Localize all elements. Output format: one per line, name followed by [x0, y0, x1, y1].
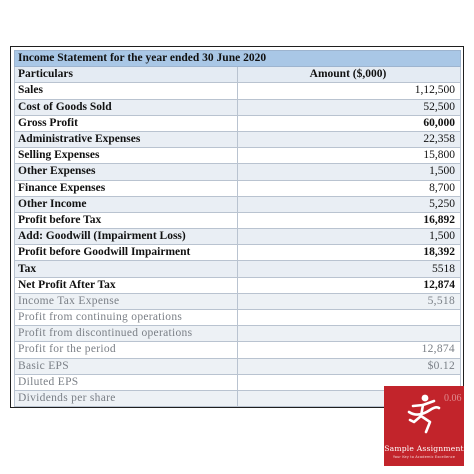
- table-title-row: [15, 51, 461, 67]
- table-row: [15, 131, 461, 147]
- table-row: [15, 180, 461, 196]
- row-amount: [238, 326, 461, 342]
- table-row: [15, 245, 461, 261]
- row-amount: 60,000: [238, 115, 461, 131]
- figure-icon: [406, 392, 442, 436]
- row-amount: 12,874: [238, 342, 461, 358]
- table-row: [15, 148, 461, 164]
- income-statement-table: [14, 50, 461, 407]
- table-row: [15, 115, 461, 131]
- row-label: Tax: [15, 261, 238, 277]
- row-label: Profit before Goodwill Impairment: [15, 245, 238, 261]
- table-row: [15, 164, 461, 180]
- table-row: [15, 196, 461, 212]
- row-amount: 1,500: [238, 229, 461, 245]
- row-amount: 12,874: [238, 277, 461, 293]
- row-label: Sales: [15, 83, 238, 99]
- row-label: Cost of Goods Sold: [15, 99, 238, 115]
- row-label: Diluted EPS: [15, 374, 238, 390]
- table-title: Income Statement for the year ended 30 June 2020: [15, 51, 461, 67]
- table-row: [15, 99, 461, 115]
- row-label: Profit before Tax: [15, 212, 238, 228]
- row-amount: [238, 310, 461, 326]
- row-label: Other Expenses: [15, 164, 238, 180]
- row-label: Basic EPS: [15, 358, 238, 374]
- row-amount: 18,392: [238, 245, 461, 261]
- row-label: Net Profit After Tax: [15, 277, 238, 293]
- row-label: Income Tax Expense: [15, 293, 238, 309]
- table-header-row: [15, 67, 461, 83]
- row-label: Profit for the period: [15, 342, 238, 358]
- row-label: Administrative Expenses: [15, 131, 238, 147]
- row-amount: 22,358: [238, 131, 461, 147]
- row-amount: 5518: [238, 261, 461, 277]
- row-label: Finance Expenses: [15, 180, 238, 196]
- header-particulars: Particulars: [15, 67, 238, 83]
- row-label: Gross Profit: [15, 115, 238, 131]
- row-label: Add: Goodwill (Impairment Loss): [15, 229, 238, 245]
- table-row: [15, 358, 461, 374]
- table-row: [15, 293, 461, 309]
- row-amount: 16,892: [238, 212, 461, 228]
- table-row: [15, 342, 461, 358]
- row-amount: 5,250: [238, 196, 461, 212]
- row-amount: 5,518: [238, 293, 461, 309]
- row-label: Selling Expenses: [15, 148, 238, 164]
- table-row: [15, 326, 461, 342]
- row-amount: 1,12,500: [238, 83, 461, 99]
- row-amount: $0.12: [238, 358, 461, 374]
- table-row: [15, 212, 461, 228]
- row-label: Profit from continuing operations: [15, 310, 238, 326]
- dividends-value-peek: 0.06: [444, 393, 462, 404]
- table-row: [15, 83, 461, 99]
- row-label: Dividends per share: [15, 390, 238, 406]
- header-amount: Amount ($,000): [238, 67, 461, 83]
- table-row: [15, 277, 461, 293]
- row-amount: 8,700: [238, 180, 461, 196]
- row-label: Profit from discontinued operations: [15, 326, 238, 342]
- table-row: [15, 310, 461, 326]
- row-amount: 15,800: [238, 148, 461, 164]
- row-amount: 1,500: [238, 164, 461, 180]
- logo-tagline: Your Key to Academic Excellence: [392, 455, 456, 459]
- table-row: [15, 261, 461, 277]
- row-label: Other Income: [15, 196, 238, 212]
- logo-name: Sample Assignment: [384, 444, 464, 453]
- row-amount: 52,500: [238, 99, 461, 115]
- table-row: [15, 229, 461, 245]
